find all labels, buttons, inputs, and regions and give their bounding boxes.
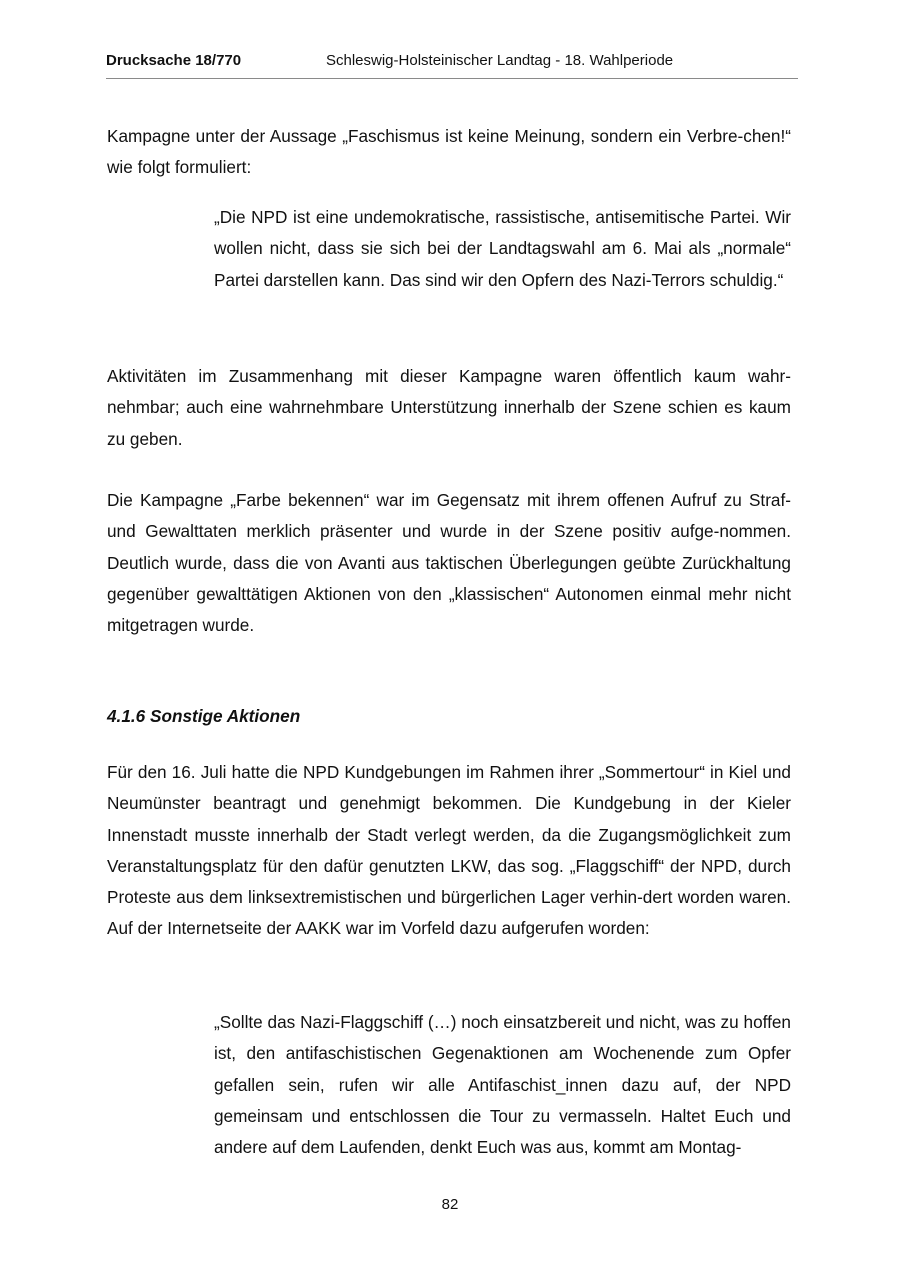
parliament-title: Schleswig-Holsteinischer Landtag - 18. Wahlperiode (326, 52, 674, 69)
section-heading: 4.1.6 Sonstige Aktionen (107, 706, 301, 726)
document-number: Drucksache 18/770 (106, 52, 242, 69)
page-header (106, 52, 798, 79)
page-number: 82 (441, 1196, 459, 1213)
paragraph-activities: Aktivitäten im Zusammenhang mit dieser Kampagne waren öffentlich kaum wahr-nehmbar; auch eine wahrnehmbare Unterstützung innerhalb der Szene schien es kaum zu geben. (107, 366, 791, 449)
paragraph-farbe-bekennen: Die Kampagne „Farbe bekennen“ war im Gegensatz mit ihrem offenen Aufruf zu Straf- und Gewalttaten merklich präsenter und wurde in der Szene positiv aufge-nommen. Deutlich wurde, dass die von Avanti aus taktischen Überlegungen geübte Zurückhaltung gegenüber gewalttätigen Aktionen von den „klassischen“ Autonomen einmal mehr nicht mitgetragen wurde. (107, 490, 791, 636)
quote-aakk-call: „Sollte das Nazi-Flaggschiff (…) noch einsatzbereit und nicht, was zu hoffen ist, den antifaschistischen Gegenaktionen am Wochenende zum Opfer gefallen sein, rufen wir alle Antifaschist_innen dazu auf, der NPD gemeinsam und entschlossen die Tour zu vermasseln. Haltet Euch und andere auf dem Laufenden, denkt Euch was aus, kommt am Montag- (214, 1012, 791, 1158)
paragraph-npd-rally: Für den 16. Juli hatte die NPD Kundgebungen im Rahmen ihrer „Sommertour“ in Kiel und Neumünster beantragt und genehmigt bekommen. Die Kundgebung in der Kieler Innenstadt musste innerhalb der Stadt verlegt werden, da die Zugangsmöglichkeit zum Veranstaltungsplatz für den dafür genutzten LKW, das sog. „Flaggschiff“ der NPD, durch Proteste aus dem linksextremistischen und bürgerlichen Lager verhin-dert worden waren. Auf der Internetseite der AAKK war im Vorfeld dazu aufgerufen worden: (107, 762, 791, 939)
paragraph-campaign-intro: Kampagne unter der Aussage „Faschismus ist keine Meinung, sondern ein Verbre-chen!“ wie folgt formuliert: (107, 126, 791, 178)
quote-npd-campaign: „Die NPD ist eine undemokratische, rassistische, antisemitische Partei. Wir wollen nicht, dass sie sich bei der Landtagswahl am 6. Mai als „normale“ Partei darstellen kann. Das sind wir den Opfern des Nazi-Terrors schuldig.“ (214, 207, 791, 290)
